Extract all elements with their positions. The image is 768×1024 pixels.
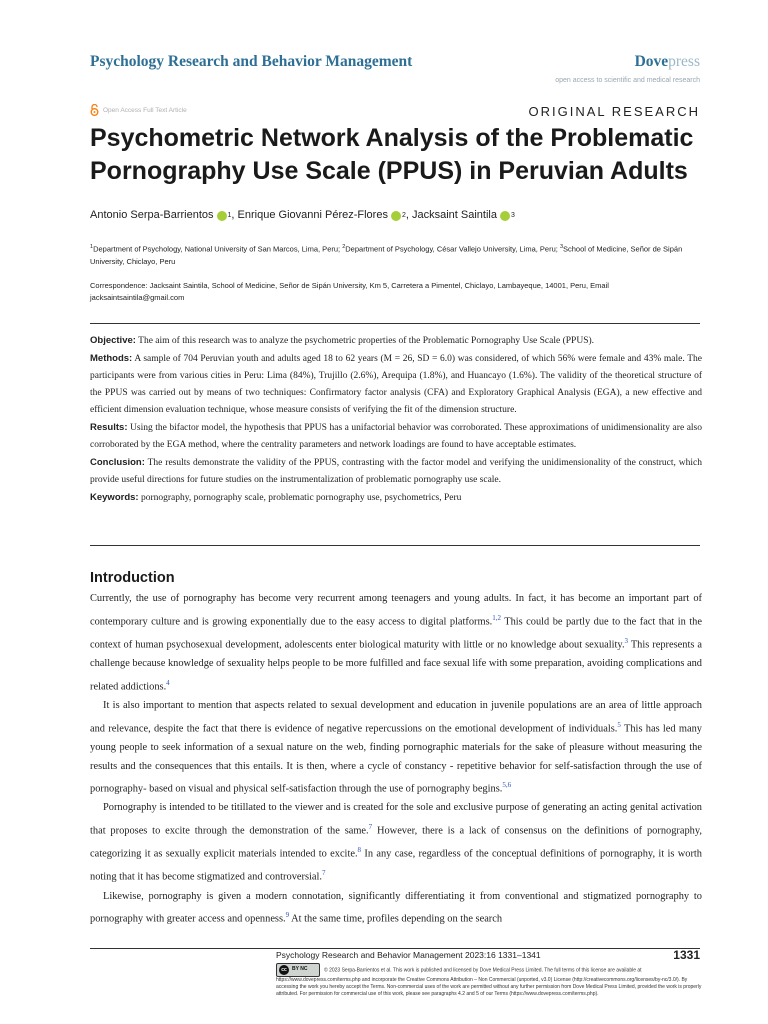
paragraph: It is also important to mention that aspects related to sexual development and education in juvenile populations are an area of little approach and relevance, despite the fact that there is evidence of negative repercussions on the emotional development of individuals.$^5$ This has led many young people to seek information of a sexual nature on the web, finding pornographic materials for the sake of pleasure without measuring the results and the consequences that this entails. It is then, where a cycle of constancy - repetitive behavior for self-satisfaction through the use of pornography- based on visual and physical self-satisfaction through the use of pornography begins.$^{5,6}$ (90, 699, 702, 795)
paragraph: Pornography is intended to be titillated to the viewer and is created for the sole and exclusive purpose of generating an acting genital activation that proposes to excite through the demonstration of the same.$^7$ However, there is a lack of consensus on the definitions of pornography, categorizing it as sexually explicit materials intended to excite.$^8$ In any case, regardless of the conceptual definitions of pornography, it is worth noting that it has become stigmatized and controversial.$^7$ (90, 802, 702, 883)
results-label: Results: (90, 422, 128, 433)
license-text: © 2023 Serpa-Barrientos et al. This work is published and licensed by Dove Medical Press Limited. The full terms of this license are available at https://www.dovepress.com/terms.php and incorporate the Creative Commons Attribution – Non Commercial (unported, v3.0) License (http://creativecommons.org/licenses/by-nc/3.0/). By accessing the work you hereby accept the Terms. Non-commercial uses of the work are permitted without any further permission from Dove Medical Press Limited, provided the work is properly attributed. For permission for commercial use of this work, please see paragraphs 4.2 and 5 of our Terms (https://www.dovepress.com/terms.php). (276, 967, 702, 997)
introduction-body (90, 590, 702, 929)
orcid-icon[interactable] (500, 211, 510, 221)
citation-link[interactable]: 5,6 (502, 781, 512, 790)
objective-text: The aim of this research was to analyze the psychometric properties of the Problematic Pornography Use Scale (PPUS). (135, 336, 595, 346)
abstract-bottom-rule (90, 545, 700, 546)
cc-license-icon[interactable]: cc BY NC (276, 963, 320, 977)
open-access-label: Open Access Full Text Article (103, 106, 187, 114)
citation-link[interactable]: 4 (166, 678, 170, 687)
citation-link[interactable]: 3 (624, 636, 629, 645)
conclusion-label: Conclusion: (90, 457, 145, 468)
keywords-label: Keywords: (90, 492, 139, 503)
footer-citation: Psychology Research and Behavior Management 2023:16 1331–1341 (276, 950, 541, 960)
paragraph: Likewise, pornography is given a modern connotation, significantly differentiating it from conventional and stigmatized pornography to pornography with greater access and openness.$^9$ At the same time, profiles depending on the search (90, 890, 702, 925)
open-access-lock-icon (90, 104, 99, 116)
citation-link[interactable]: 7 (322, 869, 326, 878)
article-title: Psychometric Network Analysis of the Problematic Pornography Use Scale (PPUS) in Peruvian Adults (90, 124, 694, 185)
footer-rule (90, 948, 700, 949)
affiliation-1: Department of Psychology, National University of San Marcos, Lima, Peru; (93, 244, 343, 254)
author-affil-sup: 2 (401, 211, 406, 219)
abstract (90, 332, 702, 507)
citation-link[interactable]: 1,2 (492, 613, 501, 622)
publisher-name-light: press (668, 53, 700, 70)
citation-link[interactable]: 7 (368, 823, 373, 832)
citation-link[interactable]: 5 (617, 720, 621, 729)
affiliations: $^1$Department of Psychology, National University of San Marcos, Lima, Peru; $^2$Department of Psychology, César Vallejo University, Lima, Peru; $^3$School of Medicine, Señor de Sipán University, Chiclayo, Peru (90, 244, 683, 266)
journal-name: Psychology Research and Behavior Management (90, 53, 413, 70)
author-name[interactable]: Antonio Serpa-Barrientos (90, 209, 214, 221)
methods-label: Methods: (90, 353, 133, 364)
section-heading-introduction: Introduction (90, 570, 175, 586)
paragraph: Currently, the use of pornography has become very recurrent among teenagers and young adults. In fact, it has become an important part of contemporary culture and is growing exponentially due to the easy access to digital platforms.$^{1,2}$ This could be partly due to the fact that in the context of human psychosexual development, adolescents enter biological maturity with little or no knowledge about sexuality.$^3$ This represents a challenge because knowledge of sexuality helps people to be more fulfilled and face sexual life with some preparation, avoiding complications and related addictions.$^4$ (90, 593, 703, 693)
orcid-icon[interactable] (391, 211, 401, 221)
correspondence: Correspondence: Jacksaint Saintila, School of Medicine, Señor de Sipán University, Km 5, Carretera a Pimentel, Chiclayo, Lambayeque, 14001, Peru, Email jacksaintsaintila@gmail.com (90, 281, 609, 302)
page-number: 1331 (673, 948, 700, 962)
publisher-tagline: open access to scientific and medical research (555, 77, 700, 84)
open-access-badge (90, 104, 187, 116)
objective-label: Objective: (90, 335, 136, 346)
conclusion-text: The results demonstrate the validity of the PPUS, contrasting with the factor model and verifying the unidimensionality of the construct, which provide useful directions for future studies on the instrumentalization of problematic pornography use scale. (90, 458, 702, 485)
affiliation-2: Department of Psychology, César Vallejo University, Lima, Peru; (345, 244, 560, 254)
author-list: Antonio Serpa-Barrientos 1 , Enrique Giovanni Pérez-Flores 2 , Jacksaint Saintila 3 (90, 209, 515, 221)
publisher-name-main: Dove (634, 53, 669, 70)
author-name[interactable]: Jacksaint Saintila (411, 209, 497, 221)
orcid-icon[interactable] (217, 211, 227, 221)
license-text-block (276, 963, 702, 998)
methods-text: A sample of 704 Peruvian youth and adults aged 18 to 62 years (M = 26, SD = 6.0) was considered, of which 56% were female and 43% male. The participants were from various cities in Peru: Lima (84%), Trujillo (2.6%), Arequipa (1.8%), and Huancayo (1.6%). The validity of the theoretical structure of the PPUS was carried out by means of two techniques: Confirmatory factor analysis (CFA) and Exploratory Graphical Analysis (EGA), a new effective and efficient dimension evaluation technique, whose measure consists of verifying the fit of the dimension structure. (90, 354, 702, 415)
article-type: ORIGINAL RESEARCH (528, 104, 700, 119)
publisher-logo (555, 53, 700, 84)
abstract-top-rule (90, 323, 700, 324)
citation-link[interactable]: 8 (357, 846, 362, 855)
citation-link[interactable]: 9 (285, 911, 290, 920)
keywords-text: pornography, pornography scale, problematic pornography use, psychometrics, Peru (138, 493, 462, 503)
results-text: Using the bifactor model, the hypothesis that PPUS has a unifactorial behavior was corroborated. These approximations of unidimensionality are also corroborated by the EGA method, where the centrality parameters and network loadings are found to have acceptable estimates. (90, 423, 702, 450)
author-affil-sup: 1 (227, 211, 232, 219)
author-affil-sup: 3 (510, 211, 515, 219)
affiliation-3: School of Medicine, Señor de Sipán University, Chiclayo, Peru (90, 244, 683, 266)
author-name[interactable]: Enrique Giovanni Pérez-Flores (237, 209, 388, 221)
